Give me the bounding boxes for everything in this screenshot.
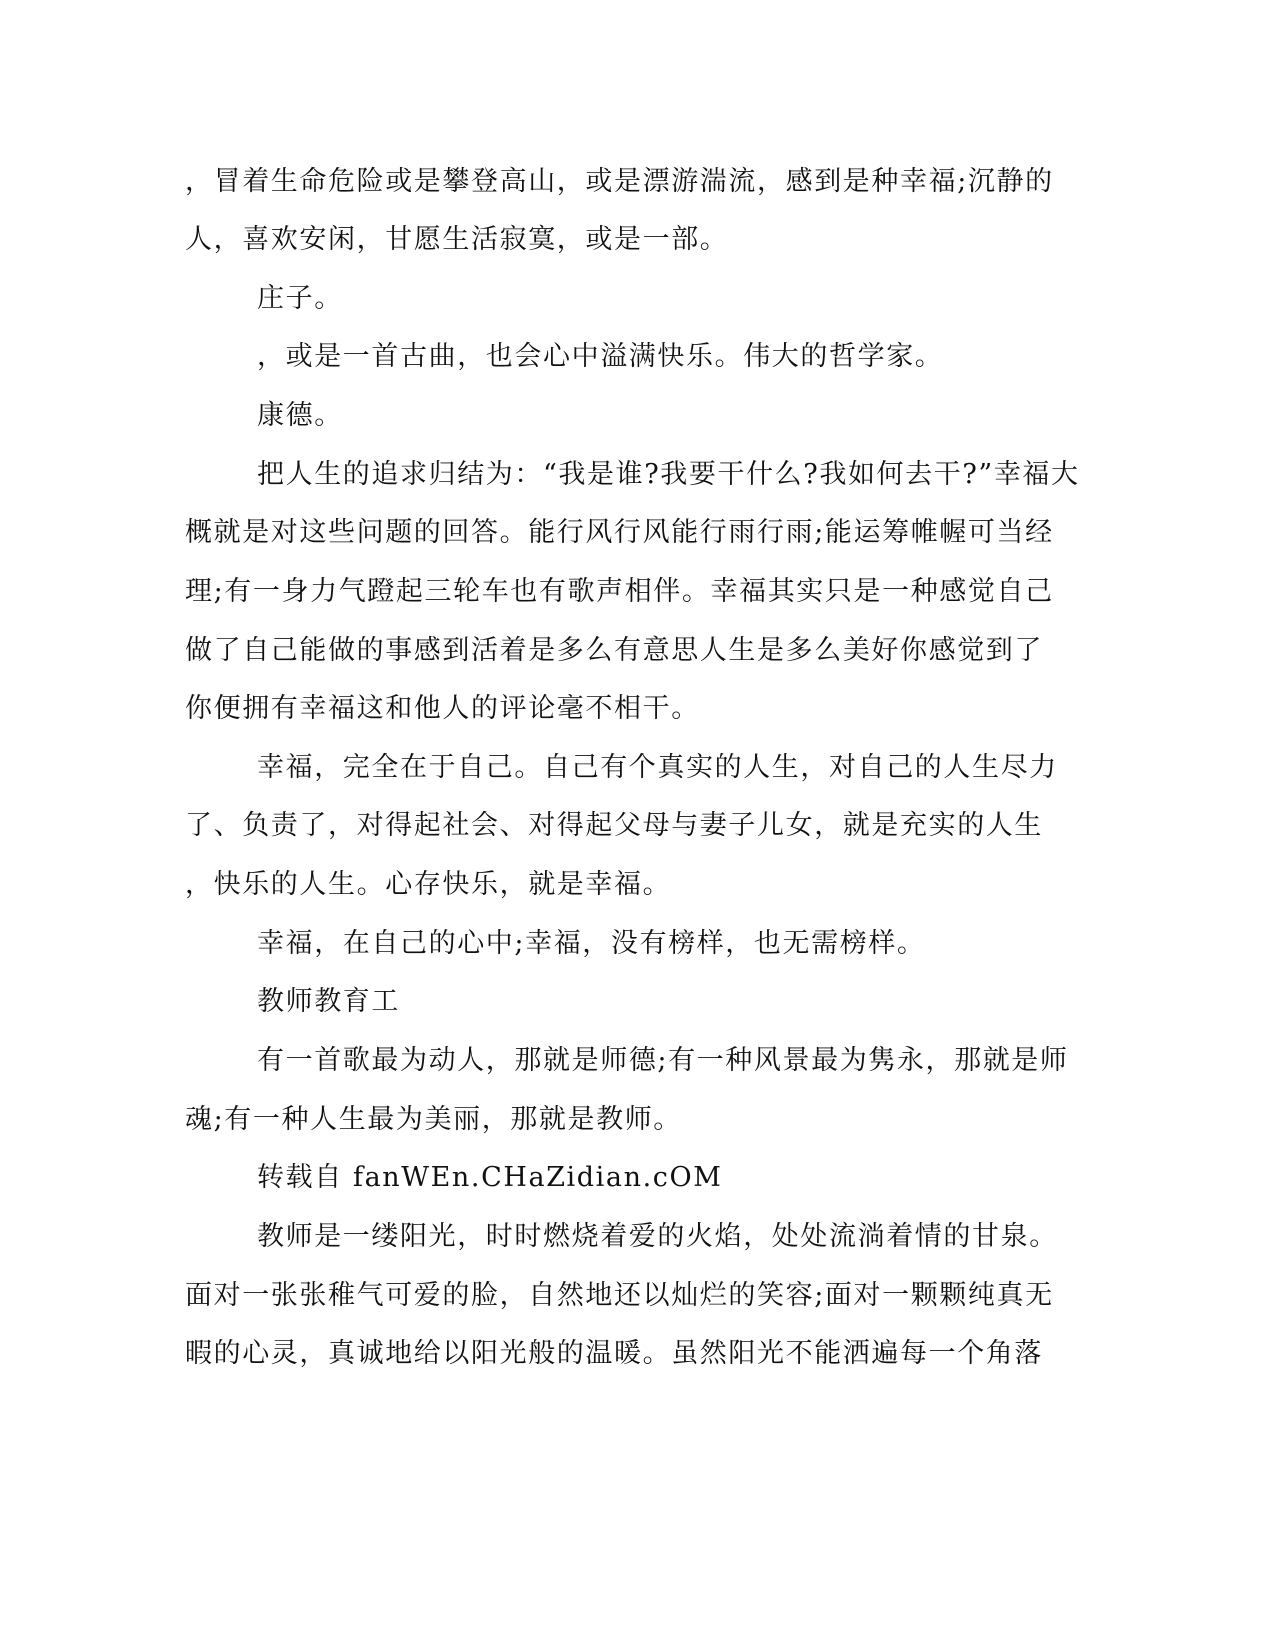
text-line: 教师是一缕阳光，时时燃烧着爱的火焰，处处流淌着情的甘泉。 [257,1221,1058,1252]
text-line: 概就是对这些问题的回答。能行风行风能行雨行雨;能运筹帷幄可当经 [185,517,1054,548]
text-line: 教师教育工 [257,986,400,1017]
text-line: 转载自 fanWEn.CHaZidian.cOM [257,1162,723,1193]
text-line: ，冒着生命危险或是攀登高山，或是漂游湍流，感到是种幸福;沉静的 [185,166,1054,197]
text-line: 了、负责了，对得起社会、对得起父母与妻子儿女，就是充实的人生 [185,810,1043,841]
text-line: 庄子。 [257,283,343,314]
text-line: 魂;有一种人生最为美丽，那就是教师。 [185,1104,682,1135]
text-line: 有一首歌最为动人，那就是师德;有一种风景最为隽永，那就是师 [257,1045,1069,1076]
text-line: ，快乐的人生。心存快乐，就是幸福。 [185,869,672,900]
text-line: 理;有一身力气蹬起三轮车也有歌声相伴。幸福其实只是一种感觉自己 [185,576,1054,607]
text-line: 面对一张张稚气可爱的脸，自然地还以灿烂的笑容;面对一颗颗纯真无 [185,1280,1054,1311]
text-line: 人，喜欢安闲，甘愿生活寂寞，或是一部。 [185,224,729,255]
text-line: 你便拥有幸福这和他人的评论毫不相干。 [185,693,700,724]
text-line: ，或是一首古曲，也会心中溢满快乐。伟大的哲学家。 [257,341,944,372]
text-line: 做了自己能做的事感到活着是多么有意思人生是多么美好你感觉到了 [185,635,1043,666]
text-line: 康德。 [257,400,343,431]
text-line: 暇的心灵，真诚地给以阳光般的温暖。虽然阳光不能洒遍每一个角落 [185,1338,1043,1369]
text-line: 把人生的追求归结为：“我是谁?我要干什么?我如何去干?”幸福大 [257,459,1080,490]
text-line: 幸福，完全在于自己。自己有个真实的人生，对自己的人生尽力 [257,752,1058,783]
text-line: 幸福，在自己的心中;幸福，没有榜样，也无需榜样。 [257,928,926,959]
